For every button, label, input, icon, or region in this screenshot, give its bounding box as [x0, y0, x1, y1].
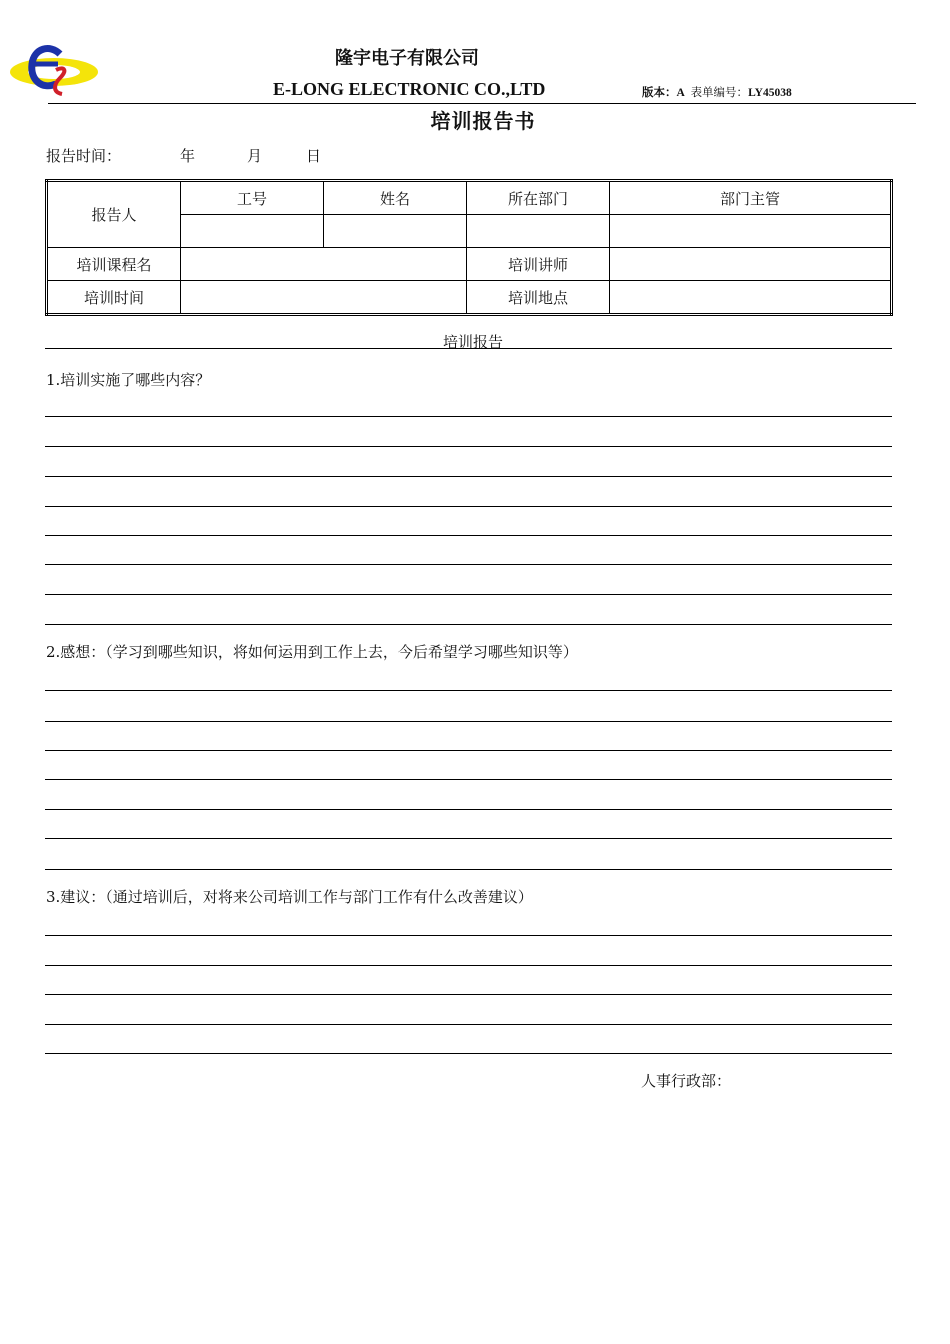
answer-line[interactable]	[45, 564, 892, 565]
answer-line[interactable]	[45, 965, 892, 966]
training-time-field[interactable]	[181, 281, 467, 315]
date-label: 报告时间：	[46, 147, 122, 165]
trainer-field[interactable]	[610, 248, 892, 281]
question-1: 1.培训实施了哪些内容？	[46, 371, 211, 389]
question-3: 3.建议：（通过培训后，对将来公司培训工作与部门工作有什么改善建议）	[46, 888, 533, 906]
answer-line[interactable]	[45, 506, 892, 507]
year-label: 年	[180, 147, 196, 165]
answer-line[interactable]	[45, 624, 892, 625]
answer-line[interactable]	[45, 1053, 892, 1054]
answer-line[interactable]	[45, 594, 892, 595]
company-name-en: E-LONG ELECTRONIC CO.,LTD	[273, 79, 546, 99]
name-field[interactable]	[324, 215, 467, 248]
company-name-cn: 隆宇电子有限公司	[335, 48, 479, 69]
name-label: 姓名	[324, 181, 467, 215]
employee-no-field[interactable]	[181, 215, 324, 248]
hr-department-signature: 人事行政部：	[641, 1072, 732, 1090]
answer-line[interactable]	[45, 869, 892, 870]
day-label: 日	[306, 147, 322, 165]
training-place-label: 培训地点	[467, 281, 610, 315]
header-divider	[48, 103, 916, 104]
course-name-label: 培训课程名	[47, 248, 181, 281]
answer-line[interactable]	[45, 535, 892, 536]
section-divider	[45, 348, 892, 349]
answer-line[interactable]	[45, 446, 892, 447]
training-place-field[interactable]	[610, 281, 892, 315]
supervisor-label: 部门主管	[610, 181, 892, 215]
version-info: 版本：A 表单编号：LY45038	[642, 87, 792, 99]
answer-line[interactable]	[45, 476, 892, 477]
employee-no-label: 工号	[181, 181, 324, 215]
answer-line[interactable]	[45, 935, 892, 936]
answer-line[interactable]	[45, 690, 892, 691]
course-name-field[interactable]	[181, 248, 467, 281]
supervisor-field[interactable]	[610, 215, 892, 248]
answer-line[interactable]	[45, 750, 892, 751]
answer-line[interactable]	[45, 994, 892, 995]
department-label: 所在部门	[467, 181, 610, 215]
reporter-label: 报告人	[47, 181, 181, 248]
training-time-label: 培训时间	[47, 281, 181, 315]
answer-line[interactable]	[45, 809, 892, 810]
answer-line[interactable]	[45, 1024, 892, 1025]
trainer-label: 培训讲师	[467, 248, 610, 281]
answer-line[interactable]	[45, 838, 892, 839]
month-label: 月	[247, 147, 263, 165]
page-title: 培训报告书	[430, 109, 536, 133]
department-field[interactable]	[467, 215, 610, 248]
info-table	[45, 179, 893, 316]
section-title: 培训报告	[442, 333, 503, 351]
answer-line[interactable]	[45, 416, 892, 417]
answer-line[interactable]	[45, 721, 892, 722]
answer-line[interactable]	[45, 779, 892, 780]
question-2: 2.感想：（学习到哪些知识，将如何运用到工作上去，今后希望学习哪些知识等）	[46, 643, 578, 661]
